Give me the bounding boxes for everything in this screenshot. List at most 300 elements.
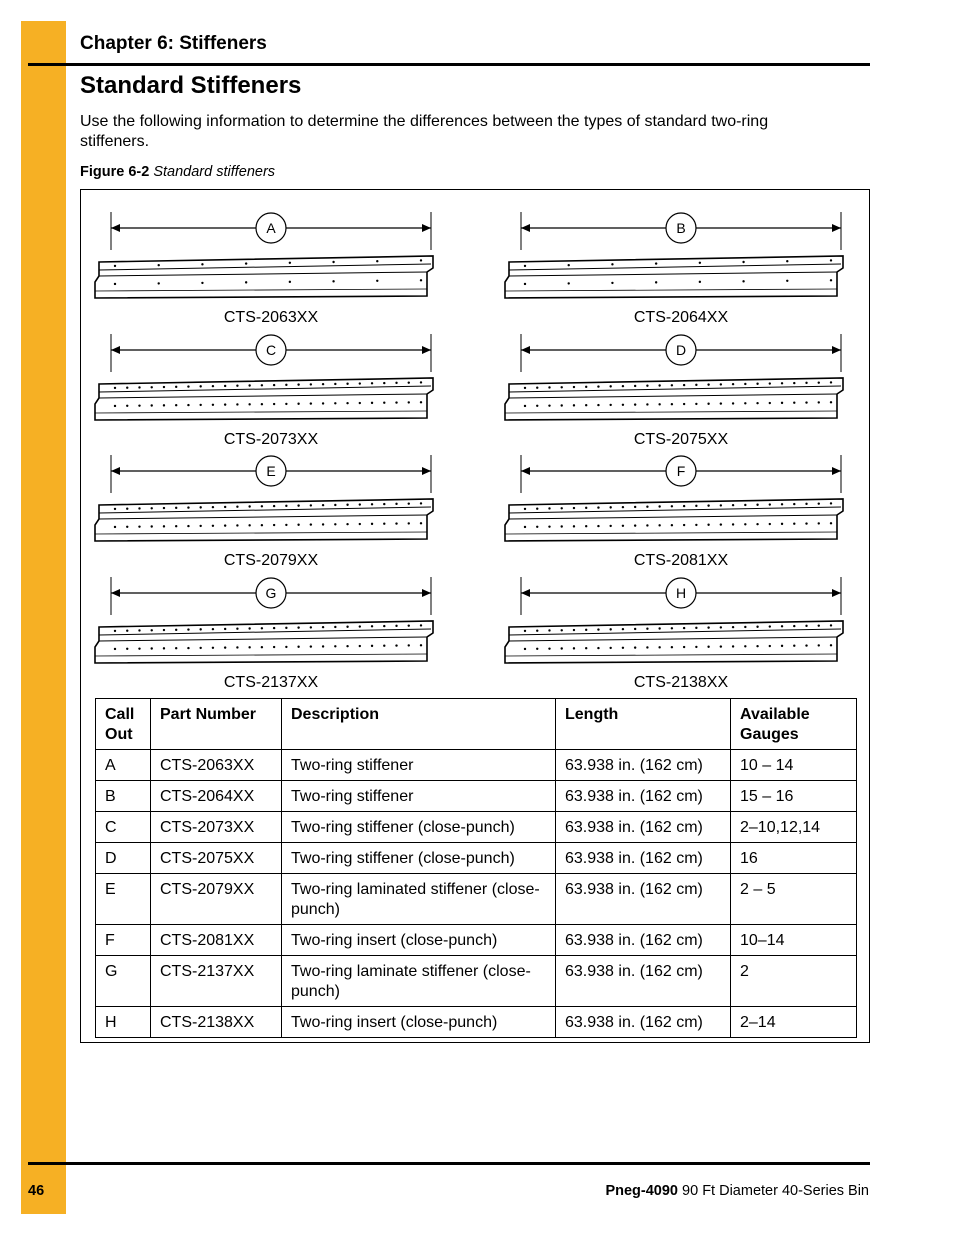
punch-hole	[585, 629, 587, 631]
header-gauges: Available Gauges	[731, 699, 857, 750]
punch-hole	[646, 646, 648, 648]
punch-hole	[634, 628, 636, 630]
punch-hole	[175, 507, 177, 509]
punch-hole	[383, 645, 385, 647]
punch-hole	[297, 524, 299, 526]
arrow-right-icon	[422, 467, 431, 475]
punch-hole	[805, 625, 807, 627]
stiffener-d	[505, 334, 843, 448]
punch-hole	[830, 522, 832, 524]
punch-hole	[720, 402, 722, 404]
punch-hole	[359, 523, 361, 525]
punch-hole	[201, 282, 203, 284]
punch-hole	[548, 525, 550, 527]
punch-hole	[634, 385, 636, 387]
punch-hole	[138, 647, 140, 649]
punch-hole	[646, 385, 648, 387]
punch-hole	[376, 280, 378, 282]
table-row	[96, 874, 857, 925]
punch-hole	[114, 265, 116, 267]
punch-hole	[126, 630, 128, 632]
punch-hole	[818, 502, 820, 504]
punch-hole	[622, 385, 624, 387]
punch-hole	[346, 383, 348, 385]
page-title: Standard Stiffeners	[80, 72, 302, 99]
punch-hole	[524, 265, 526, 267]
punch-hole	[261, 524, 263, 526]
cell-callout: G	[96, 956, 151, 1007]
cell-length: 63.938 in. (162 cm)	[556, 1007, 731, 1038]
cell-callout: C	[96, 812, 151, 843]
punch-hole	[524, 630, 526, 632]
callout-letter: B	[676, 220, 686, 236]
punch-hole	[371, 382, 373, 384]
punch-hole	[199, 385, 201, 387]
punch-hole	[346, 645, 348, 647]
punch-hole	[151, 647, 153, 649]
punch-hole	[720, 383, 722, 385]
punch-hole	[395, 401, 397, 403]
punch-hole	[695, 524, 697, 526]
punch-hole	[285, 627, 287, 629]
punch-hole	[212, 628, 214, 630]
punch-hole	[793, 503, 795, 505]
punch-hole	[622, 647, 624, 649]
punch-hole	[126, 526, 128, 528]
punch-hole	[297, 646, 299, 648]
punch-hole	[536, 508, 538, 510]
punch-hole	[756, 626, 758, 628]
chapter-color-bar	[21, 21, 66, 1214]
punch-hole	[573, 386, 575, 388]
punch-hole	[622, 628, 624, 630]
header-length: Length	[556, 699, 731, 750]
punch-hole	[334, 523, 336, 525]
punch-hole	[805, 503, 807, 505]
punch-hole	[597, 647, 599, 649]
punch-hole	[707, 403, 709, 405]
punch-hole	[732, 504, 734, 506]
punch-hole	[114, 405, 116, 407]
punch-hole	[138, 629, 140, 631]
punch-hole	[158, 264, 160, 266]
stiffener-body	[95, 256, 433, 298]
punch-hole	[285, 384, 287, 386]
cell-part-number: CTS-2138XX	[151, 1007, 282, 1038]
punch-hole	[236, 646, 238, 648]
punch-hole	[114, 387, 116, 389]
punch-hole	[163, 647, 165, 649]
punch-hole	[199, 404, 201, 406]
punch-hole	[371, 503, 373, 505]
punch-hole	[322, 402, 324, 404]
punch-hole	[585, 386, 587, 388]
punch-hole	[175, 404, 177, 406]
punch-hole	[224, 506, 226, 508]
punch-hole	[199, 506, 201, 508]
stiffener-body	[505, 378, 843, 420]
punch-hole	[114, 630, 116, 632]
punch-hole	[561, 629, 563, 631]
punch-hole	[114, 526, 116, 528]
punch-hole	[597, 385, 599, 387]
punch-hole	[199, 628, 201, 630]
footer-doc-name: 90 Ft Diameter 40-Series Bin	[682, 1183, 869, 1199]
punch-hole	[297, 504, 299, 506]
punch-hole	[175, 386, 177, 388]
punch-hole	[744, 645, 746, 647]
punch-hole	[536, 526, 538, 528]
punch-hole	[793, 382, 795, 384]
part-number-label: CTS-2138XX	[633, 674, 729, 690]
punch-hole	[707, 383, 709, 385]
punch-hole	[383, 625, 385, 627]
arrow-left-icon	[521, 224, 530, 232]
punch-hole	[548, 507, 550, 509]
footer-doc-id: Pneg-4090	[605, 1183, 678, 1199]
table-row	[96, 781, 857, 812]
punch-hole	[732, 645, 734, 647]
punch-hole	[151, 404, 153, 406]
punch-hole	[224, 628, 226, 630]
cell-part-number: CTS-2075XX	[151, 843, 282, 874]
punch-hole	[683, 524, 685, 526]
stiffener-f	[505, 455, 843, 569]
punch-hole	[236, 506, 238, 508]
punch-hole	[138, 507, 140, 509]
punch-hole	[114, 508, 116, 510]
cell-part-number: CTS-2079XX	[151, 874, 282, 925]
punch-hole	[420, 644, 422, 646]
punch-hole	[561, 507, 563, 509]
punch-hole	[420, 502, 422, 504]
punch-hole	[585, 507, 587, 509]
arrow-left-icon	[111, 224, 120, 232]
punch-hole	[346, 504, 348, 506]
stiffener-body	[95, 621, 433, 663]
cell-description: Two-ring insert (close-punch)	[282, 1007, 556, 1038]
punch-hole	[568, 282, 570, 284]
punch-hole	[548, 404, 550, 406]
arrow-left-icon	[521, 346, 530, 354]
punch-hole	[793, 402, 795, 404]
punch-hole	[332, 280, 334, 282]
punch-hole	[818, 644, 820, 646]
punch-hole	[781, 402, 783, 404]
cell-description: Two-ring stiffener	[282, 781, 556, 812]
punch-hole	[683, 505, 685, 507]
punch-hole	[609, 525, 611, 527]
punch-hole	[732, 383, 734, 385]
page-number: 46	[28, 1183, 45, 1199]
punch-hole	[744, 626, 746, 628]
stiffener-c	[95, 334, 433, 448]
table-header-row	[96, 699, 857, 750]
punch-hole	[548, 629, 550, 631]
cell-callout: H	[96, 1007, 151, 1038]
punch-hole	[781, 382, 783, 384]
punch-hole	[334, 383, 336, 385]
punch-hole	[383, 402, 385, 404]
punch-hole	[646, 403, 648, 405]
part-number-label: CTS-2137XX	[223, 674, 319, 690]
part-number-label: CTS-2075XX	[633, 431, 729, 448]
punch-hole	[236, 385, 238, 387]
punch-hole	[524, 526, 526, 528]
punch-hole	[609, 628, 611, 630]
punch-hole	[805, 382, 807, 384]
punch-hole	[346, 523, 348, 525]
punch-hole	[310, 645, 312, 647]
punch-hole	[126, 648, 128, 650]
stiffener-g	[95, 577, 433, 690]
punch-hole	[830, 381, 832, 383]
punch-hole	[236, 628, 238, 630]
punch-hole	[297, 403, 299, 405]
punch-hole	[359, 503, 361, 505]
punch-hole	[818, 522, 820, 524]
punch-hole	[683, 384, 685, 386]
punch-hole	[524, 387, 526, 389]
cell-gauges: 2 – 5	[731, 874, 857, 925]
punch-hole	[248, 627, 250, 629]
chapter-heading: Chapter 6: Stiffeners	[80, 33, 267, 54]
cell-callout: B	[96, 781, 151, 812]
punch-hole	[622, 506, 624, 508]
cell-length: 63.938 in. (162 cm)	[556, 874, 731, 925]
part-number-label: CTS-2073XX	[223, 431, 319, 448]
cell-gauges: 2–14	[731, 1007, 857, 1038]
punch-hole	[420, 401, 422, 403]
punch-hole	[199, 647, 201, 649]
punch-hole	[359, 645, 361, 647]
punch-hole	[187, 506, 189, 508]
punch-hole	[597, 525, 599, 527]
punch-hole	[248, 505, 250, 507]
cell-description: Two-ring stiffener (close-punch)	[282, 812, 556, 843]
punch-hole	[126, 387, 128, 389]
punch-hole	[175, 629, 177, 631]
cell-gauges: 2	[731, 956, 857, 1007]
punch-hole	[245, 262, 247, 264]
punch-hole	[732, 523, 734, 525]
punch-hole	[671, 384, 673, 386]
punch-hole	[163, 525, 165, 527]
cell-gauges: 2–10,12,14	[731, 812, 857, 843]
arrow-right-icon	[832, 346, 841, 354]
punch-hole	[655, 281, 657, 283]
table-row	[96, 956, 857, 1007]
punch-hole	[609, 647, 611, 649]
punch-hole	[781, 645, 783, 647]
punch-hole	[699, 262, 701, 264]
punch-hole	[224, 385, 226, 387]
cell-length: 63.938 in. (162 cm)	[556, 956, 731, 1007]
punch-hole	[561, 386, 563, 388]
punch-hole	[248, 384, 250, 386]
punch-hole	[285, 403, 287, 405]
punch-hole	[163, 404, 165, 406]
punch-hole	[310, 402, 312, 404]
punch-hole	[707, 646, 709, 648]
punch-hole	[408, 502, 410, 504]
punch-hole	[793, 645, 795, 647]
punch-hole	[261, 505, 263, 507]
punch-hole	[655, 262, 657, 264]
punch-hole	[609, 385, 611, 387]
punch-hole	[346, 626, 348, 628]
punch-hole	[261, 403, 263, 405]
cell-part-number: CTS-2137XX	[151, 956, 282, 1007]
punch-hole	[732, 626, 734, 628]
cell-description: Two-ring insert (close-punch)	[282, 925, 556, 956]
punch-hole	[175, 647, 177, 649]
figure-caption-text: Standard stiffeners	[153, 164, 276, 180]
punch-hole	[310, 383, 312, 385]
punch-hole	[585, 525, 587, 527]
punch-hole	[611, 282, 613, 284]
arrow-left-icon	[521, 467, 530, 475]
punch-hole	[332, 261, 334, 263]
cell-gauges: 10–14	[731, 925, 857, 956]
punch-hole	[420, 279, 422, 281]
punch-hole	[248, 524, 250, 526]
arrow-right-icon	[422, 589, 431, 597]
cell-part-number: CTS-2063XX	[151, 750, 282, 781]
punch-hole	[683, 403, 685, 405]
punch-hole	[187, 525, 189, 527]
cell-description: Two-ring laminate stiffener (close-punch)	[282, 956, 556, 1007]
punch-hole	[699, 281, 701, 283]
punch-hole	[175, 525, 177, 527]
punch-hole	[310, 504, 312, 506]
punch-hole	[285, 524, 287, 526]
figure-caption-label: Figure 6-2	[80, 164, 150, 180]
punch-hole	[658, 646, 660, 648]
cell-gauges: 15 – 16	[731, 781, 857, 812]
punch-hole	[151, 629, 153, 631]
punch-hole	[658, 384, 660, 386]
punch-hole	[248, 646, 250, 648]
stiffener-body	[95, 378, 433, 420]
punch-hole	[805, 522, 807, 524]
punch-hole	[561, 525, 563, 527]
punch-hole	[536, 405, 538, 407]
punch-hole	[187, 385, 189, 387]
punch-hole	[187, 647, 189, 649]
punch-hole	[395, 625, 397, 627]
punch-hole	[224, 646, 226, 648]
punch-hole	[609, 506, 611, 508]
punch-hole	[395, 503, 397, 505]
arrow-right-icon	[422, 224, 431, 232]
punch-hole	[310, 523, 312, 525]
punch-hole	[597, 628, 599, 630]
punch-hole	[420, 522, 422, 524]
stiffener-body	[95, 499, 433, 541]
punch-hole	[769, 625, 771, 627]
punch-hole	[744, 402, 746, 404]
arrow-right-icon	[832, 589, 841, 597]
part-number-label: CTS-2079XX	[223, 552, 319, 569]
punch-hole	[658, 403, 660, 405]
punch-hole	[114, 648, 116, 650]
stiffener-b	[505, 212, 843, 326]
punch-hole	[212, 647, 214, 649]
punch-hole	[720, 504, 722, 506]
cell-length: 63.938 in. (162 cm)	[556, 750, 731, 781]
footer-rule	[28, 1162, 870, 1165]
punch-hole	[597, 506, 599, 508]
punch-hole	[310, 626, 312, 628]
cell-gauges: 16	[731, 843, 857, 874]
punch-hole	[408, 381, 410, 383]
punch-hole	[742, 280, 744, 282]
punch-hole	[720, 626, 722, 628]
stiffener-illustrations	[81, 190, 869, 690]
punch-hole	[769, 645, 771, 647]
punch-hole	[793, 523, 795, 525]
punch-hole	[830, 502, 832, 504]
punch-hole	[548, 386, 550, 388]
punch-hole	[163, 507, 165, 509]
punch-hole	[273, 403, 275, 405]
punch-hole	[622, 525, 624, 527]
callout-letter: D	[675, 342, 687, 358]
punch-hole	[420, 259, 422, 261]
punch-hole	[163, 386, 165, 388]
punch-hole	[420, 624, 422, 626]
header-callout: Call Out	[96, 699, 151, 750]
punch-hole	[126, 508, 128, 510]
punch-hole	[163, 629, 165, 631]
punch-hole	[261, 627, 263, 629]
punch-hole	[151, 525, 153, 527]
punch-hole	[732, 402, 734, 404]
punch-hole	[781, 625, 783, 627]
arrow-left-icon	[111, 346, 120, 354]
punch-hole	[371, 645, 373, 647]
punch-hole	[346, 402, 348, 404]
punch-hole	[597, 404, 599, 406]
punch-hole	[561, 404, 563, 406]
punch-hole	[273, 627, 275, 629]
stiffener-body	[505, 256, 843, 298]
punch-hole	[359, 382, 361, 384]
punch-hole	[769, 503, 771, 505]
arrow-left-icon	[521, 589, 530, 597]
punch-hole	[376, 260, 378, 262]
punch-hole	[236, 524, 238, 526]
punch-hole	[756, 402, 758, 404]
callout-letter: A	[266, 220, 276, 236]
punch-hole	[138, 386, 140, 388]
arrow-left-icon	[111, 589, 120, 597]
punch-hole	[671, 646, 673, 648]
punch-hole	[646, 524, 648, 526]
cell-callout: E	[96, 874, 151, 925]
punch-hole	[830, 624, 832, 626]
punch-hole	[245, 281, 247, 283]
punch-hole	[524, 405, 526, 407]
punch-hole	[524, 648, 526, 650]
punch-hole	[359, 402, 361, 404]
punch-hole	[151, 386, 153, 388]
stiffener-a	[95, 212, 433, 326]
figure-box	[80, 189, 870, 1043]
punch-hole	[334, 626, 336, 628]
punch-hole	[769, 402, 771, 404]
